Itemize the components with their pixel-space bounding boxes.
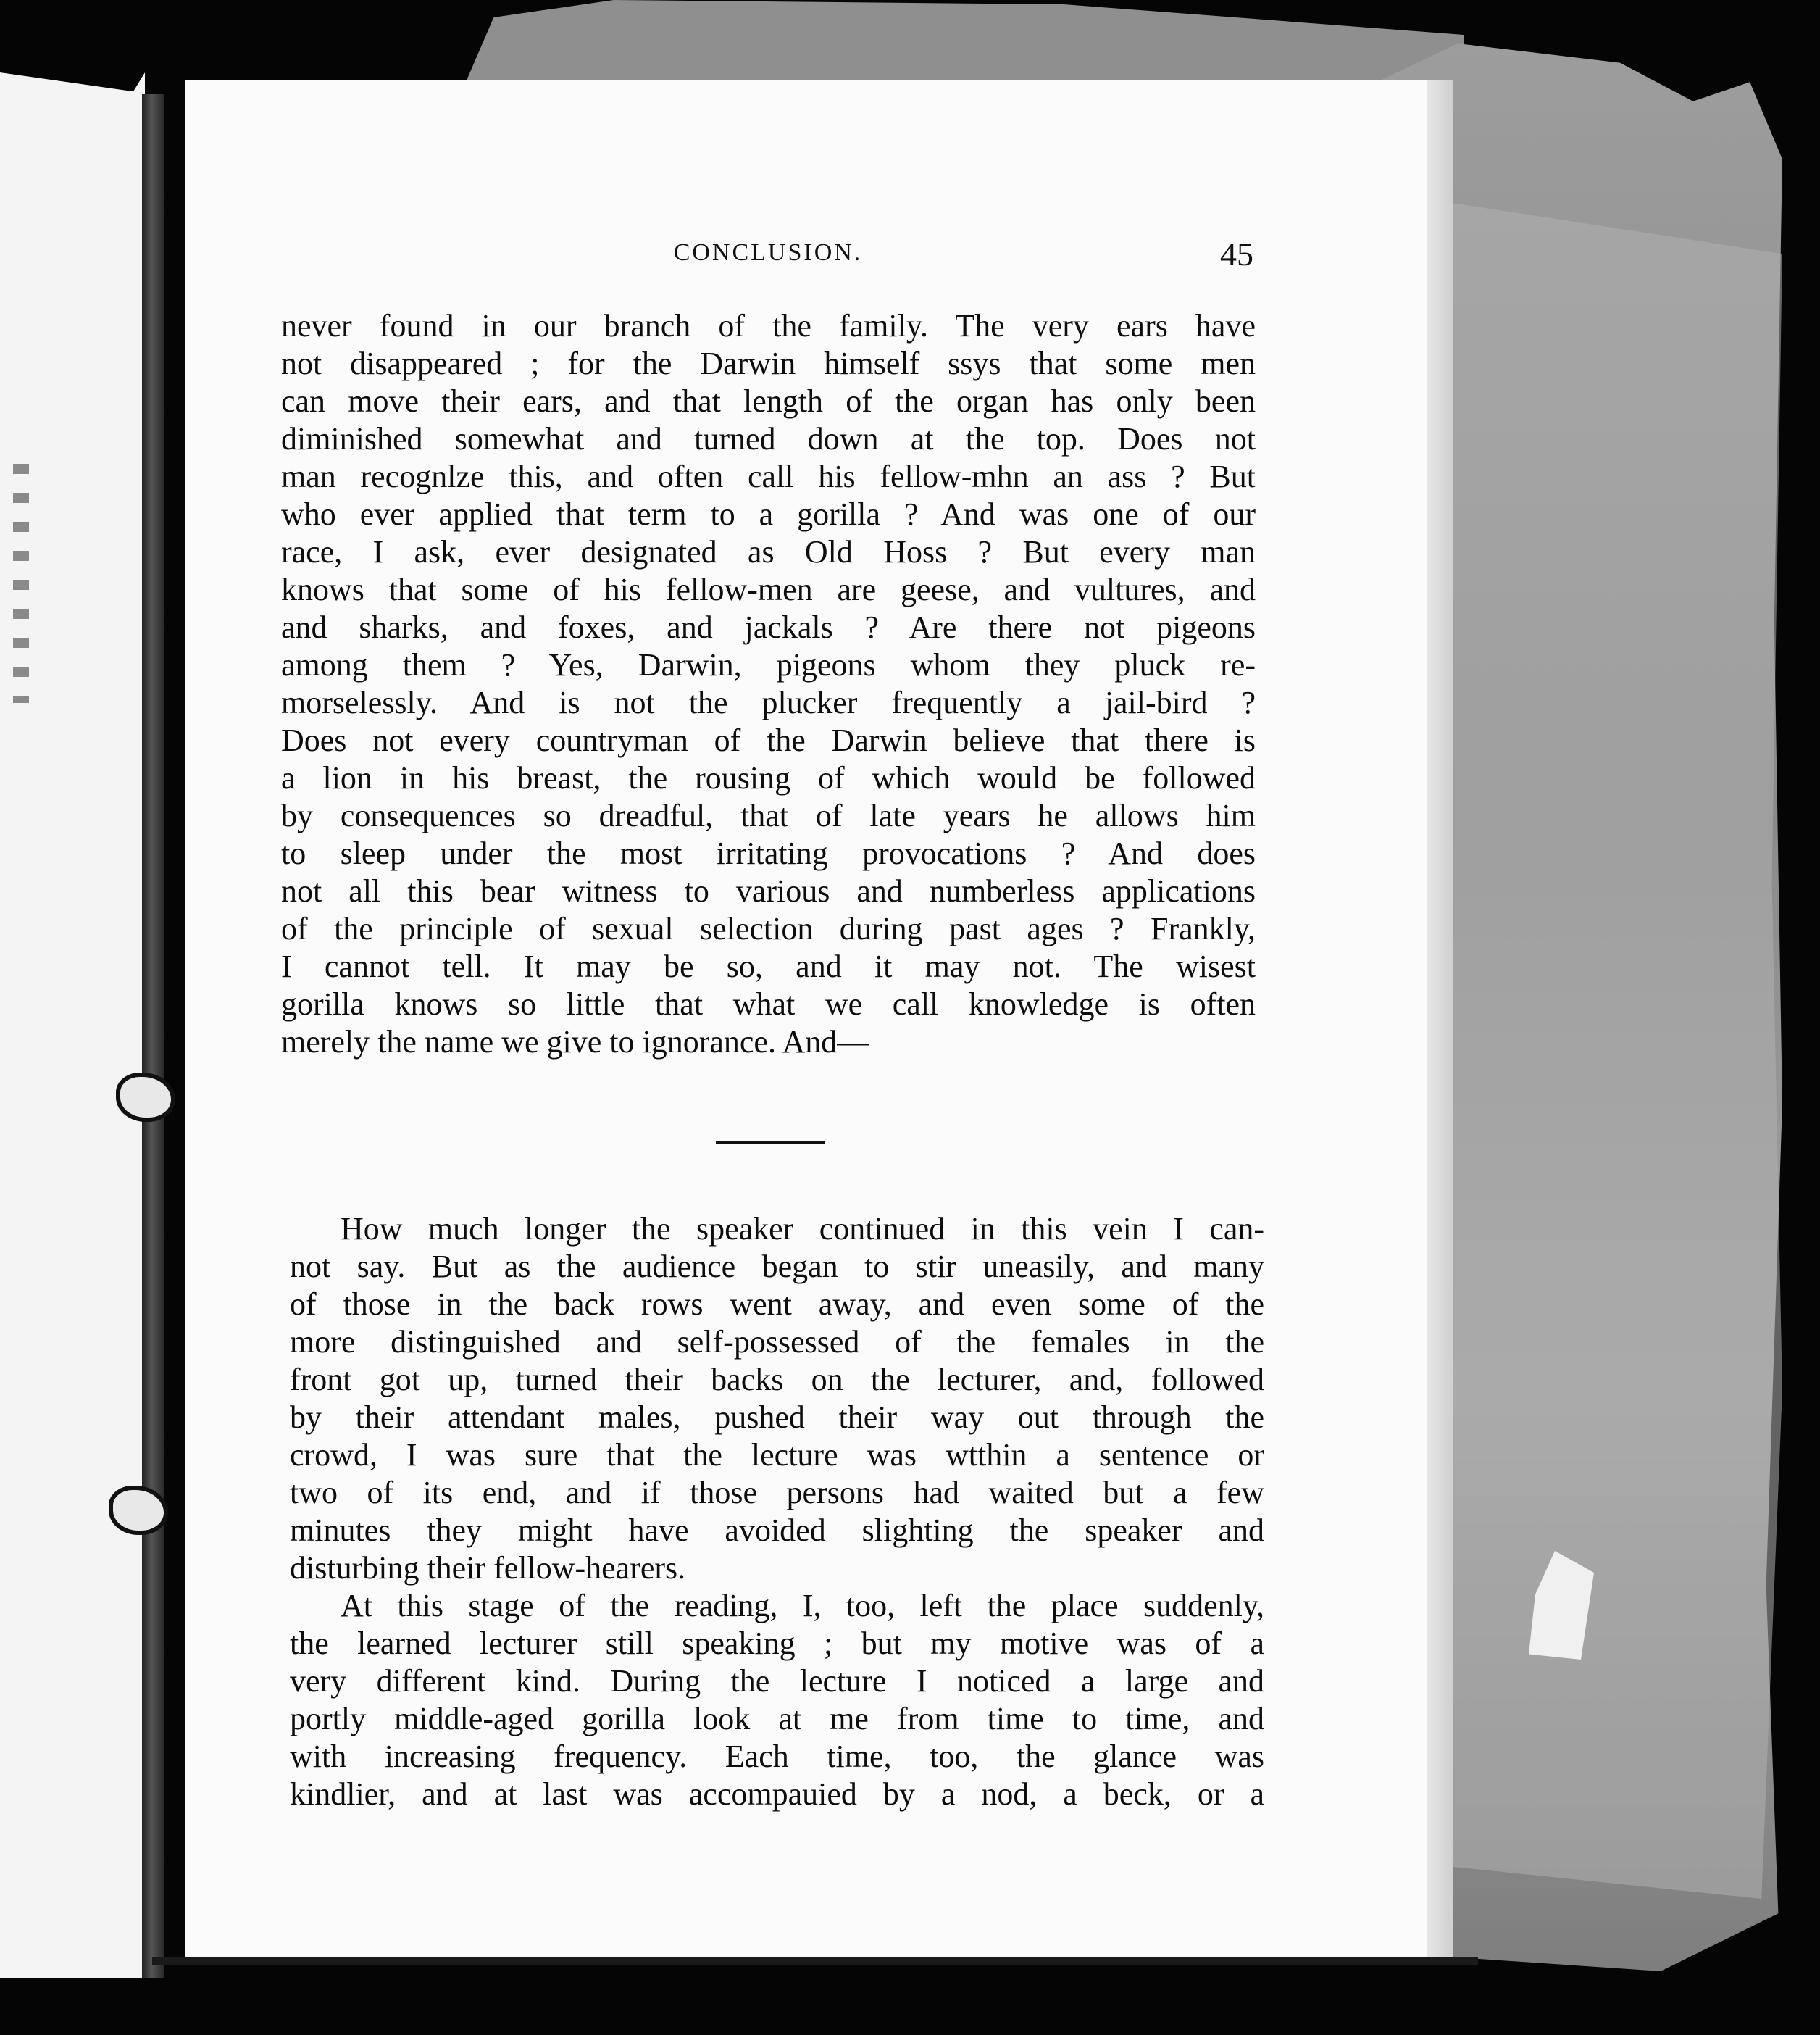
- text-line: How much longer the speaker continued in this vein I can-: [341, 1211, 1264, 1247]
- paragraph-continued: [281, 307, 1256, 1061]
- text-line: Does not every countryman of the Darwin believe that there is: [281, 723, 1256, 758]
- text-line: not disappeared ; for the Darwin himself ssys that some men: [281, 346, 1256, 381]
- text-line: not all this bear witness to various and numberless applications: [281, 873, 1256, 909]
- text-line: front got up, turned their backs on the lecturer, and, followed: [290, 1362, 1264, 1397]
- text-line: At this stage of the reading, I, too, left the place suddenly,: [341, 1588, 1264, 1623]
- text-line: merely the name we give to ignorance. And—: [281, 1024, 869, 1060]
- text-line: man recognlze this, and often call his fellow-mhn an ass ? But: [281, 459, 1256, 494]
- page-edge: [1427, 80, 1453, 1964]
- paragraph-block: [290, 1210, 1264, 1813]
- text-line: very different kind. During the lecture I noticed a large and: [290, 1663, 1264, 1699]
- text-line: more distinguished and self-possessed of the females in the: [290, 1324, 1264, 1360]
- text-line: kindlier, and at last was accompauied by a nod, a beck, or a: [290, 1776, 1264, 1812]
- text-line: race, I ask, ever designated as Old Hoss ? But every man: [281, 534, 1256, 570]
- facing-page: [0, 72, 145, 1978]
- text-line: a lion in his breast, the rousing of which would be followed: [281, 760, 1256, 796]
- text-line: with increasing frequency. Each time, too, the glance was: [290, 1739, 1264, 1774]
- text-line: among them ? Yes, Darwin, pigeons whom they pluck re-: [281, 647, 1256, 683]
- text-line: two of its end, and if those persons had waited but a few: [290, 1475, 1264, 1510]
- text-line: and sharks, and foxes, and jackals ? Are there not pigeons: [281, 609, 1256, 645]
- text-line: of those in the back rows went away, and even some of the: [290, 1286, 1264, 1322]
- book-spine: [142, 94, 164, 1978]
- section-divider: [716, 1141, 825, 1144]
- text-line: I cannot tell. It may be so, and it may not. The wisest: [281, 949, 1256, 984]
- binding-stitch: [116, 1073, 175, 1122]
- text-line: disturbing their fellow-hearers.: [290, 1550, 686, 1586]
- running-head-title: CONCLUSION.: [673, 239, 863, 266]
- page-number: 45: [1220, 236, 1253, 272]
- running-head: [283, 236, 1253, 283]
- text-line: minutes they might have avoided slighting the speaker and: [290, 1512, 1264, 1548]
- text-line: crowd, I was sure that the lecture was wtthin a sentence or: [290, 1437, 1264, 1473]
- text-line: diminished somewhat and turned down at the top. Does not: [281, 421, 1256, 457]
- background-scrap: [464, 0, 1464, 87]
- text-line: to sleep under the most irritating provocations ? And does: [281, 836, 1256, 871]
- text-line: never found in our branch of the family. The very ears have: [281, 308, 1256, 344]
- torn-cover-inner: [1435, 203, 1782, 1899]
- text-line: by their attendant males, pushed their way out through the: [290, 1399, 1264, 1435]
- page-bottom-edge: [152, 1957, 1478, 1965]
- text-line: by consequences so dreadful, that of late years he allows him: [281, 798, 1256, 833]
- text-line: can move their ears, and that length of the organ has only been: [281, 383, 1256, 419]
- facing-page-marks: [13, 464, 29, 703]
- text-line: morselessly. And is not the plucker frequently a jail-bird ?: [281, 685, 1256, 720]
- text-line: not say. But as the audience began to stir uneasily, and many: [290, 1249, 1264, 1284]
- text-line: of the principle of sexual selection during past ages ? Frankly,: [281, 911, 1256, 946]
- text-line: portly middle-aged gorilla look at me from time to time, and: [290, 1701, 1264, 1736]
- text-line: gorilla knows so little that what we call knowledge is often: [281, 986, 1256, 1022]
- text-line: the learned lecturer still speaking ; but my motive was of a: [290, 1626, 1264, 1661]
- text-line: knows that some of his fellow-men are geese, and vultures, and: [281, 572, 1256, 607]
- text-line: who ever applied that term to a gorilla ? And was one of our: [281, 496, 1256, 532]
